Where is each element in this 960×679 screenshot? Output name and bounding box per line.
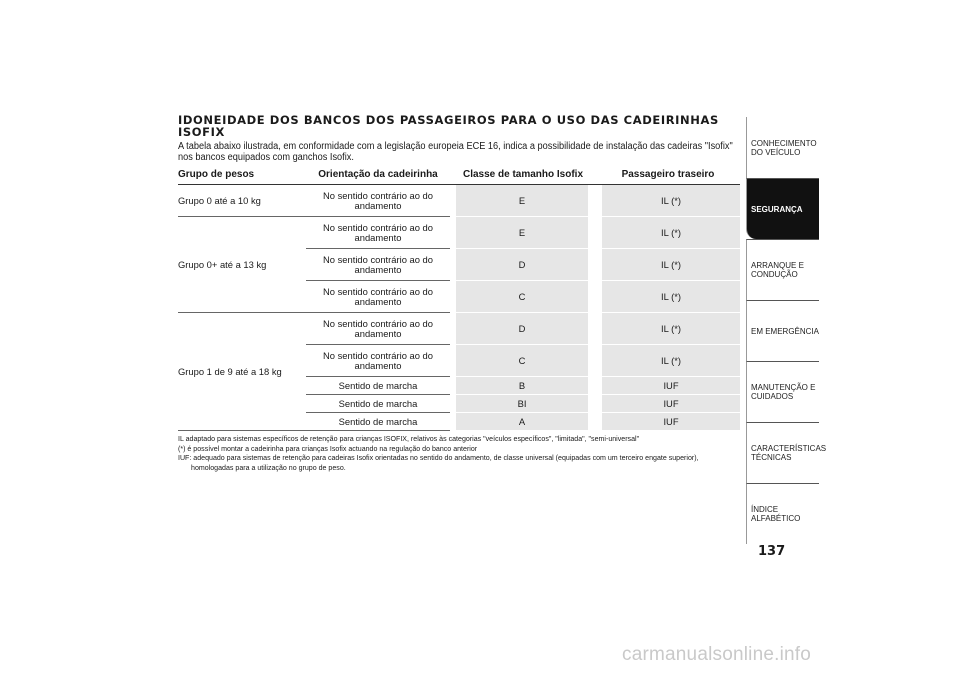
orientation-cell: No sentido contrário ao do andamento xyxy=(306,249,450,281)
size-class-cell: E xyxy=(456,185,588,216)
table-row xyxy=(178,313,740,345)
table-footnotes xyxy=(178,434,741,472)
footnote-asterisk: (*) é possível montar a cadeirinha para crianças Isofix actuando na regulação do banco anterior xyxy=(178,443,478,453)
table-row xyxy=(178,217,740,249)
size-class-cell: D xyxy=(456,313,588,344)
passenger-cell: IL (*) xyxy=(602,281,740,312)
passenger-cell: IL (*) xyxy=(602,249,740,280)
footnote-il: IL adaptado para sistemas específicos de retenção para crianças ISOFIX, relativos às categorias "veículos específicos", "limitada", "semi-universal" xyxy=(178,434,640,443)
orientation-cell: No sentido contrário ao do andamento xyxy=(306,185,450,217)
size-class-cell: D xyxy=(456,249,588,280)
intro-paragraph: A tabela abaixo ilustrada, em conformidade com a legislação europeia ECE 16, indica a possibilidade de instalação das cadeiras "Isofix" nos bancos equipados com ganchos Isofix. xyxy=(178,141,733,163)
size-class-cell: BI xyxy=(456,395,588,412)
tab-arranque-e-conducao[interactable]: ARRANQUE E CONDUÇÃO xyxy=(746,239,819,300)
tab-seguranca[interactable]: SEGURANÇA xyxy=(746,178,819,239)
passenger-cell: IUF xyxy=(602,395,740,412)
tab-conhecimento-do-veiculo[interactable]: CONHECIMENTO DO VEÍCULO xyxy=(746,117,819,178)
passenger-cell: IL (*) xyxy=(602,313,740,344)
header-size-class: Classe de tamanho Isofix xyxy=(450,169,596,185)
orientation-cell: Sentido de marcha xyxy=(306,377,450,395)
weight-group-cell: Grupo 1 de 9 até a 18 kg xyxy=(178,313,306,431)
passenger-cell: IUF xyxy=(602,413,740,430)
watermark: carmanualsonline.info xyxy=(622,644,812,665)
weight-group-cell: Grupo 0 até a 10 kg xyxy=(178,185,306,217)
chapter-tabs xyxy=(746,117,827,544)
section-title: IDONEIDADE DOS BANCOS DOS PASSAGEIROS PARA O USO DAS CADEIRINHAS ISOFIX xyxy=(178,113,719,139)
size-class-cell: A xyxy=(456,413,588,430)
size-class-cell: C xyxy=(456,281,588,312)
passenger-cell: IUF xyxy=(602,377,740,394)
size-class-cell: E xyxy=(456,217,588,248)
passenger-cell: IL (*) xyxy=(602,185,740,216)
size-class-cell: B xyxy=(456,377,588,394)
tab-em-emergencia[interactable]: EM EMERGÊNCIA xyxy=(746,300,819,361)
tab-caracteristicas-tecnicas[interactable]: CARACTERÍSTICAS TÉCNICAS xyxy=(746,422,819,483)
page-number: 137 xyxy=(758,544,786,559)
orientation-cell: Sentido de marcha xyxy=(306,413,450,431)
passenger-cell: IL (*) xyxy=(602,217,740,248)
header-weight-group: Grupo de pesos xyxy=(178,169,306,185)
isofix-table xyxy=(178,169,740,431)
header-rear-passenger: Passageiro traseiro xyxy=(596,169,740,185)
tab-manutencao-e-cuidados[interactable]: MANUTENÇÃO E CUIDADOS xyxy=(746,361,819,422)
table-header-row xyxy=(178,169,740,185)
footnote-iuf: IUF: adequado para sistemas de retenção para cadeiras Isofix orientadas no sentido do andamento, de classe universal (equipadas com um terceiro engate superior), xyxy=(178,453,699,462)
orientation-cell: No sentido contrário ao do andamento xyxy=(306,313,450,345)
tab-indice-alfabetico[interactable]: ÍNDICE ALFABÉTICO xyxy=(746,483,819,544)
header-orientation: Orientação da cadeirinha xyxy=(306,169,450,185)
table-row xyxy=(178,185,740,217)
orientation-cell: No sentido contrário ao do andamento xyxy=(306,217,450,249)
size-class-cell: C xyxy=(456,345,588,376)
orientation-cell: No sentido contrário ao do andamento xyxy=(306,345,450,377)
page-content xyxy=(178,114,740,472)
orientation-cell: Sentido de marcha xyxy=(306,395,450,413)
passenger-cell: IL (*) xyxy=(602,345,740,376)
weight-group-cell: Grupo 0+ até a 13 kg xyxy=(178,217,306,313)
footnote-iuf-continued: homologadas para a utilização no grupo de peso. xyxy=(191,462,346,472)
orientation-cell: No sentido contrário ao do andamento xyxy=(306,281,450,313)
